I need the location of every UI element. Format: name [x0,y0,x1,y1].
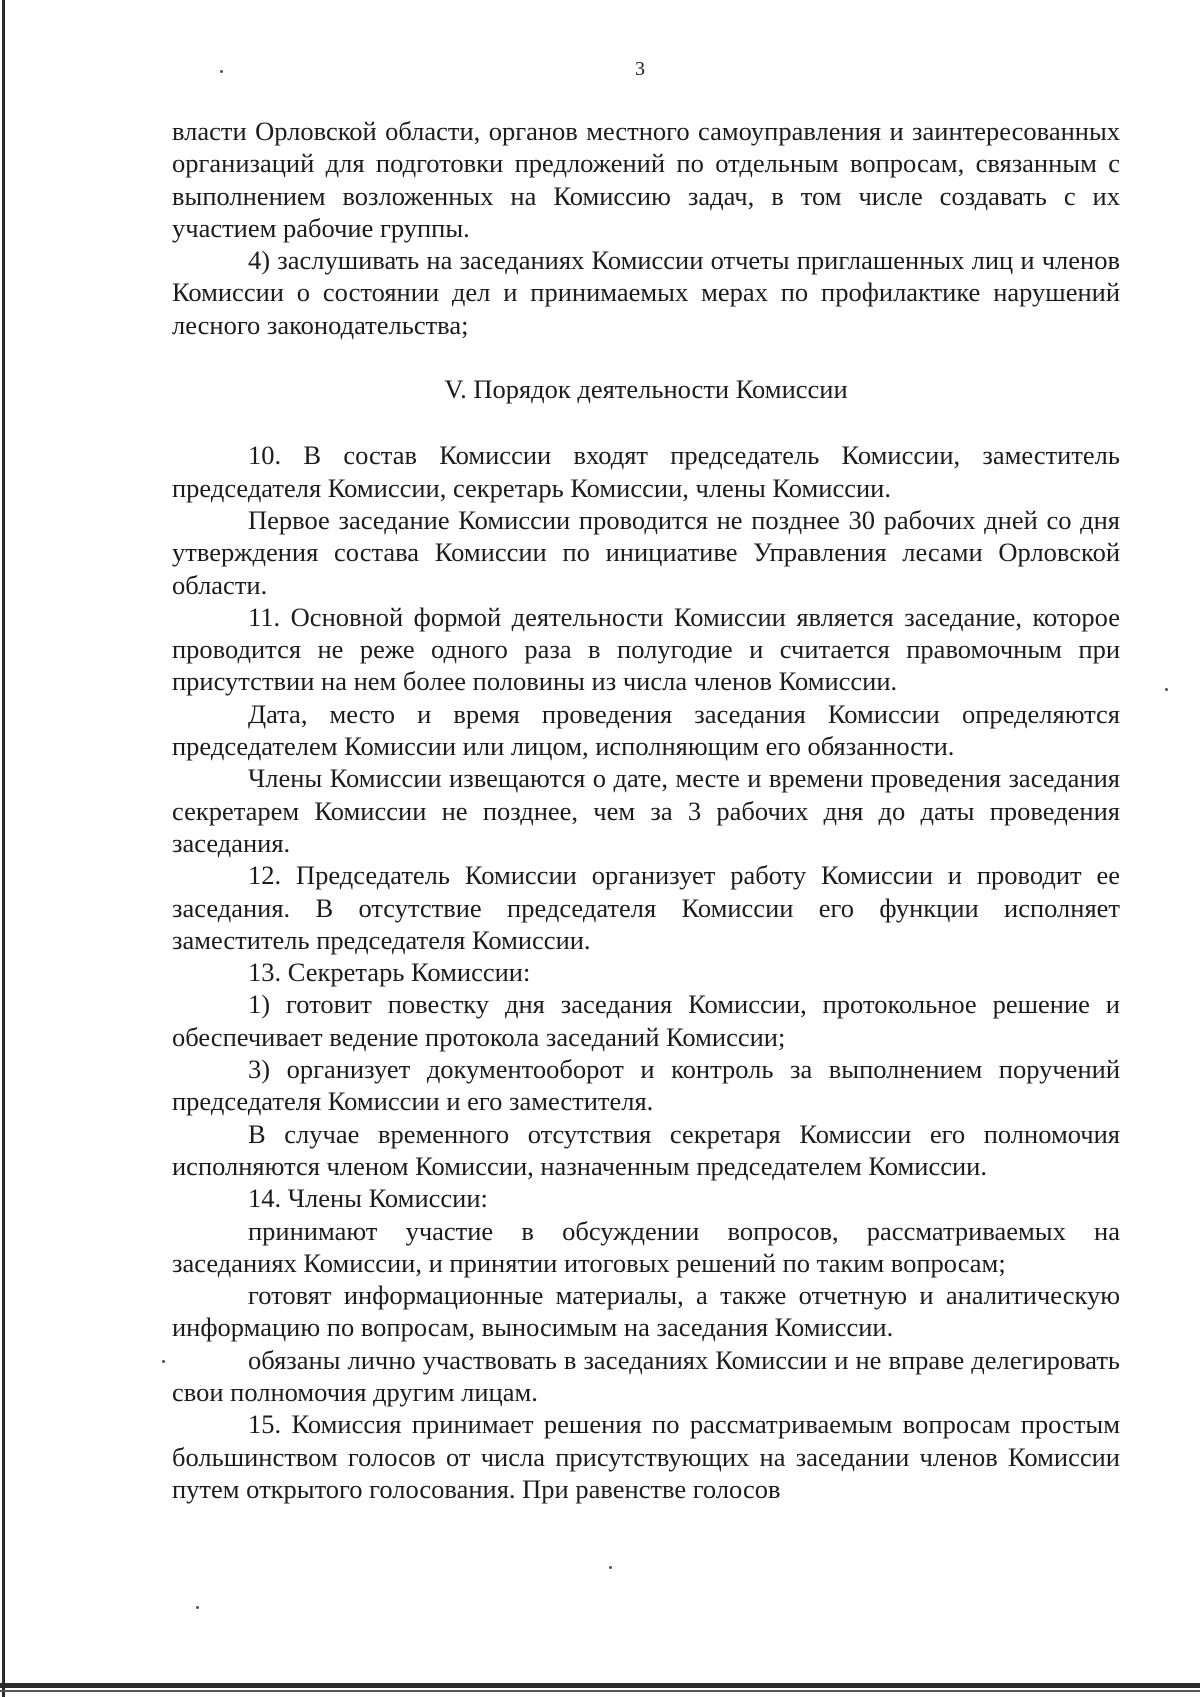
paragraph: Дата, место и время проведения заседания Комиссии определяются председателем Комиссии или лицом, исполняющим его обязанности. [172,698,1120,762]
paragraph: 1) готовит повестку дня заседания Комиссии, протокольное решение и обеспечивает ведение протокола заседаний Комиссии; [172,989,1120,1052]
paragraph: принимают участие в обсуждении вопросов, рассматриваемых на заседаниях Комиссии, и принятии итоговых решений по таким вопросам; [172,1215,1120,1278]
scan-speck [196,1606,199,1609]
paragraph: готовят информационные материалы, а также отчетную и аналитическую информацию по вопросам, выносимым на заседания Комиссии. [172,1280,1120,1343]
paragraph: 12. Председатель Комиссии организует работу Комиссии и проводит ее заседания. В отсутствие председателя Комиссии его функции исполняет заместитель председателя Комиссии. [172,860,1120,955]
document-body [172,115,1120,1505]
paragraph: В случае временного отсутствия секретаря Комиссии его полномочия исполняются членом Комиссии, назначенным председателем Комиссии. [172,1118,1120,1181]
scan-bottom-edge-secondary [0,1690,1200,1692]
paragraph: власти Орловской области, органов местного самоуправления и заинтересованных организаций для подготовки предложений по отдельным вопросам, связанным с выполнением возложенных на Комиссию задач, в том числе создавать с их участием рабочие группы. [172,116,1120,243]
paragraph: Первое заседание Комиссии проводится не позднее 30 рабочих дней со дня утверждения состава Комиссии по инициативе Управления лесами Орловской области. [172,504,1120,600]
scan-bottom-edge [0,1683,1200,1688]
paragraph: 3) организует документооборот и контроль за выполнением поручений председателя Комиссии и его заместителя. [172,1054,1120,1117]
paragraph: 15. Комиссия принимает решения по рассматриваемым вопросам простым большинством голосов от числа присутствующих на заседании членов Комиссии путем открытого голосования. При равенстве голосов [172,1409,1120,1504]
paragraph: 14. Члены Комиссии: [248,1183,488,1214]
scan-speck [162,1360,165,1363]
page-number: 3 [635,58,645,80]
paragraph: обязаны лично участвовать в заседаниях Комиссии и не вправе делегировать свои полномочия другим лицам. [172,1344,1120,1407]
scan-speck [609,1566,612,1569]
paragraph: Члены Комиссии извещаются о дате, месте и времени проведения заседания секретарем Комиссии не позднее, чем за 3 рабочих дня до даты проведения заседания. [172,763,1120,858]
paragraph: 11. Основной формой деятельности Комиссии является заседание, которое проводится не реже одного раза в полугодие и считается правомочным при присутствии на нем более половины из числа членов Комиссии. [172,601,1120,697]
paragraph: 13. Секретарь Комиссии: [248,957,531,988]
scan-speck [1165,688,1168,691]
scan-left-edge [2,0,5,1697]
paragraph: 10. В состав Комиссии входят председатель Комиссии, заместитель председателя Комиссии, секретарь Комиссии, члены Комиссии. [172,440,1120,503]
paragraph: 4) заслушивать на заседаниях Комиссии отчеты приглашенных лиц и членов Комиссии о состоянии дел и принимаемых мерах по профилактике нарушений лесного законодательства; [172,245,1120,340]
section-title: V. Порядок деятельности Комиссии [444,374,848,405]
